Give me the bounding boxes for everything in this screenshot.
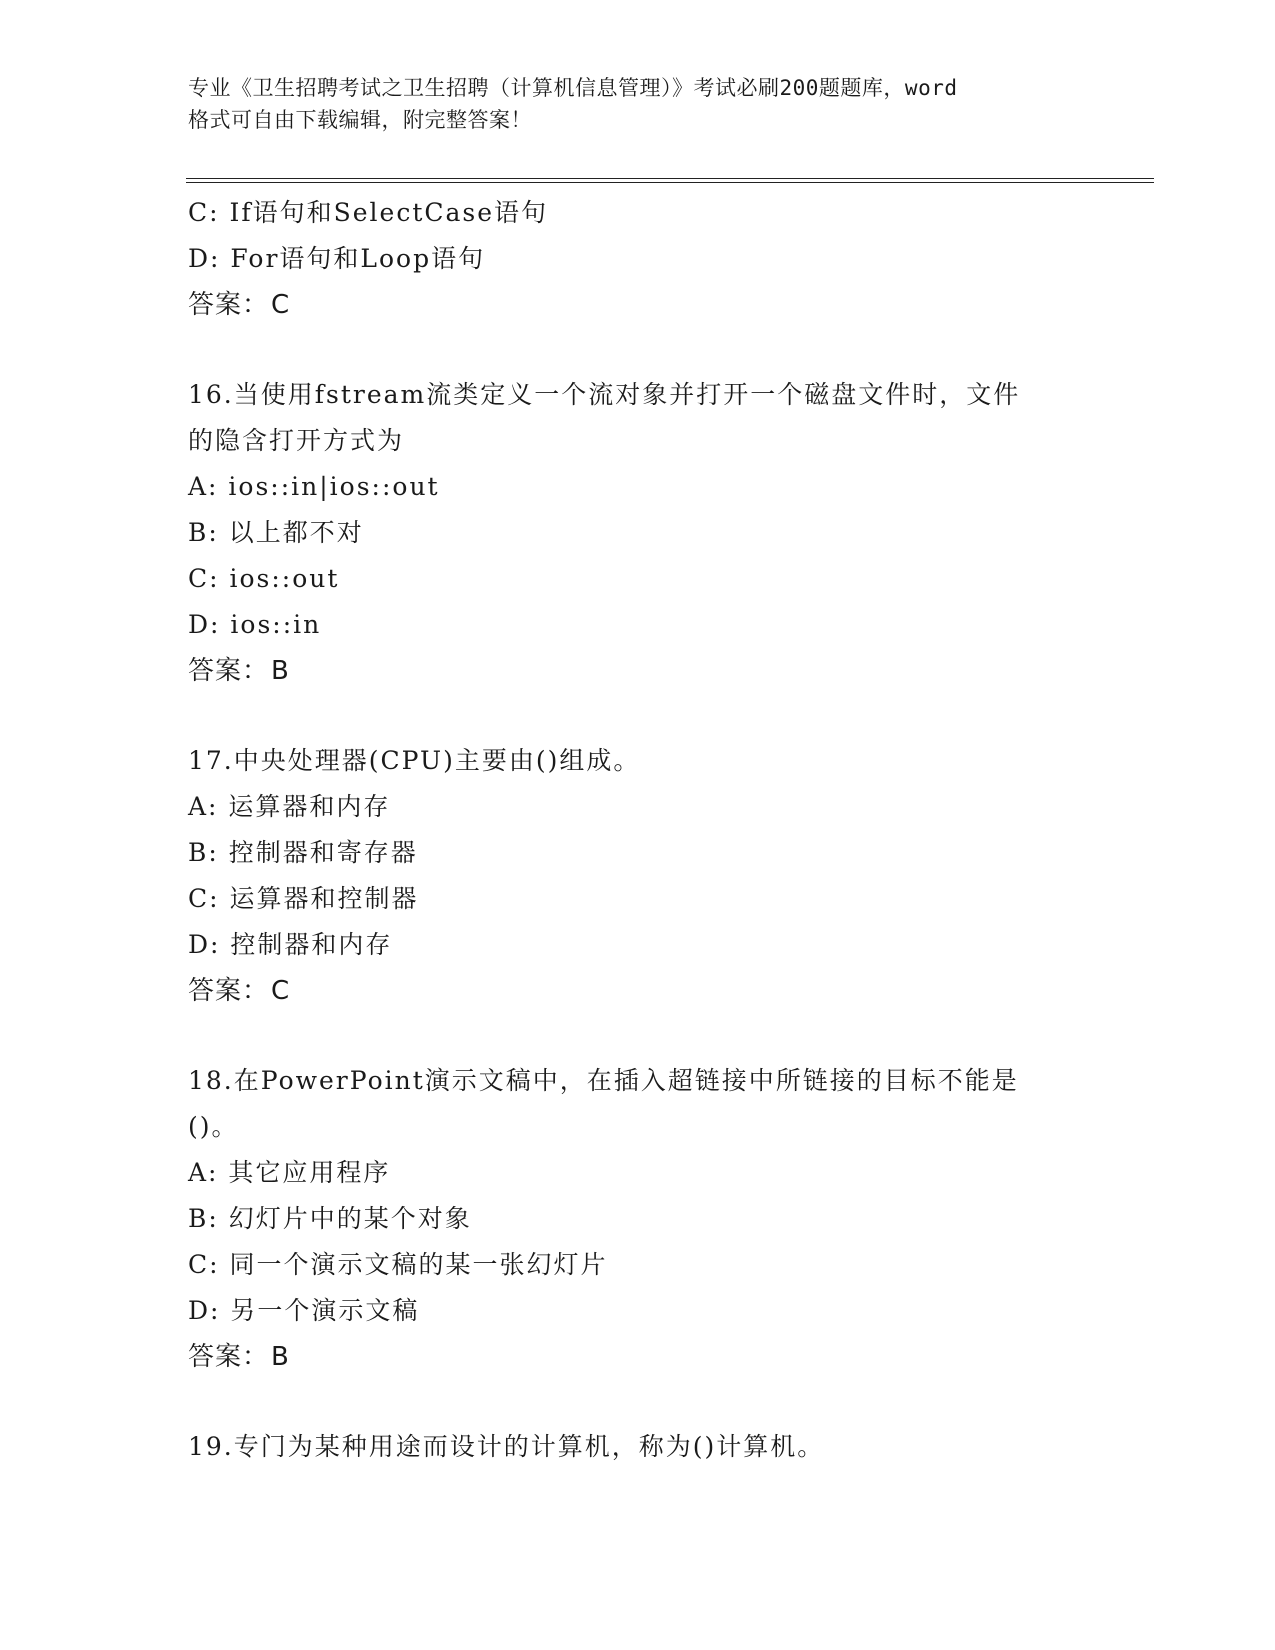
option-d: D: ios::in [188, 610, 322, 639]
question-list [188, 190, 1088, 1470]
answer-line [188, 1334, 1088, 1380]
document-header [188, 72, 1088, 136]
header-line-1: 专业《卫生招聘考试之卫生招聘（计算机信息管理）》考试必刷200题题库，word [188, 76, 958, 100]
header-divider-bottom [186, 182, 1154, 183]
question-stem [188, 1058, 1088, 1150]
header-line-2: 格式可自由下载编辑，附完整答案！ [188, 108, 532, 132]
question-stem [188, 372, 1088, 464]
question-15 [188, 190, 1088, 328]
option-a: A: ios::in|ios::out [188, 472, 440, 501]
question-stem-line-2: 的隐含打开方式为 [188, 426, 405, 455]
answer-label: 答案： [188, 976, 270, 1006]
question-stem-line-1: 16.当使用fstream流类定义一个流对象并打开一个磁盘文件时，文件 [188, 380, 1021, 409]
question-stem [188, 738, 1088, 784]
question-stem-line-1: 18.在PowerPoint演示文稿中，在插入超链接中所链接的目标不能是 [188, 1066, 1019, 1095]
option-d: D: 另一个演示文稿 [188, 1296, 420, 1325]
option-b: B: 控制器和寄存器 [188, 838, 418, 867]
answer-line [188, 648, 1088, 694]
option-d: D: For语句和Loop语句 [188, 244, 486, 273]
answer-value: C [271, 976, 291, 1006]
answer-line [188, 968, 1088, 1014]
spacer [188, 328, 1088, 372]
option-d: D: 控制器和内存 [188, 930, 393, 959]
question-stem-line-1: 17.中央处理器(CPU)主要由()组成。 [188, 746, 641, 775]
option-a: A: 其它应用程序 [188, 1158, 391, 1187]
question-stem-line-2: ()。 [188, 1112, 239, 1141]
question-stem [188, 1424, 1088, 1470]
question-stem-line-1: 19.专门为某种用途而设计的计算机，称为()计算机。 [188, 1432, 825, 1461]
answer-value: B [271, 1342, 290, 1372]
answer-value: B [271, 656, 290, 686]
option-a: A: 运算器和内存 [188, 792, 391, 821]
spacer [188, 1380, 1088, 1424]
question-19 [188, 1424, 1088, 1470]
spacer [188, 1014, 1088, 1058]
option-c: C: 同一个演示文稿的某一张幻灯片 [188, 1250, 608, 1279]
answer-label: 答案： [188, 290, 270, 320]
answer-label: 答案： [188, 1342, 270, 1372]
option-b: B: 以上都不对 [188, 518, 364, 547]
answer-line [188, 282, 1088, 328]
spacer [188, 694, 1088, 738]
header-divider-top [186, 178, 1154, 179]
question-18 [188, 1058, 1088, 1380]
question-16 [188, 372, 1088, 694]
option-b: B: 幻灯片中的某个对象 [188, 1204, 472, 1233]
answer-value: C [271, 290, 291, 320]
option-c: C: ios::out [188, 564, 340, 593]
question-17 [188, 738, 1088, 1014]
answer-label: 答案： [188, 656, 270, 686]
option-c: C: 运算器和控制器 [188, 884, 419, 913]
option-c: C: If语句和SelectCase语句 [188, 198, 549, 227]
